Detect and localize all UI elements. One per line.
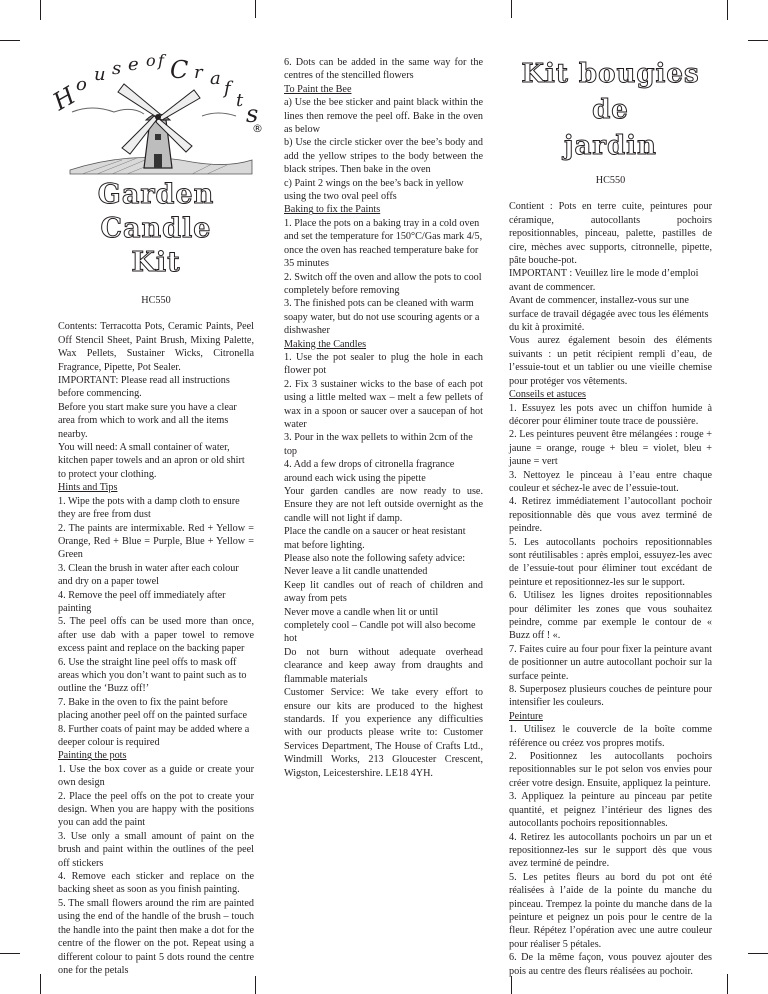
crop-mark [40,974,41,994]
painting-item: 1. Use the box cover as a guide or create your own design [58,763,254,789]
product-code: HC550 [595,175,626,186]
hint-item: 7. Bake in the oven to fix the paint before placing another peel off on the painted surface [58,696,248,722]
logo-letter: r [194,62,203,83]
logo-letter: C [170,56,189,84]
hint-item: 5. The peel offs can be used more than once, after use dab with a paper towel to remove excess paint and replace on the backing paper [58,616,254,655]
important-text: IMPORTANT : Veuillez lire le mode d’emploi avant de commencer. [509,268,699,293]
logo-letter: s [246,100,259,128]
important-text: IMPORTANT: Please read all instructions before commencing. [58,375,230,400]
crop-mark [727,0,728,20]
logo-letter: o [146,51,156,70]
tip-item: 2. Les peintures peuvent être mélangées : rouge + jaune = orange, rouge + bleu = violet, bleu + jaune = vert [509,429,712,468]
painting-item: 2. Place the peel offs on the pot to create your design. When you are happy with the positions you can add the paint [58,790,254,829]
logo-letter: f [224,78,231,99]
paint-item: 5. Les petites fleurs au bord du pot ont été réalisées à l’aide de la pointe du manche du pinceau. Trempez la pointe du manche dans de la peinture et peignez un pois pour le centre de la fleur. Répétez l’opération avec une autre couleur pour réaliser 5 pétales. [509,871,712,950]
hint-item: 1. Wipe the pots with a damp cloth to ensure they are free from dust [58,495,240,521]
paint-item: 1. Utilisez le couvercle de la boîte comme référence ou créez vos propres motifs. [509,724,712,749]
paint-heading: Peinture [509,710,543,722]
before-start-text: Avant de commencer, installez-vous sur une surface de travail dégagée avec tous les éléments du kit à proximité. [509,295,709,334]
logo-letter: u [94,64,106,85]
crop-mark [727,974,728,994]
crop-mark [255,0,256,18]
before-start-text: Before you start make sure you have a clear area from which to work and all the items nearby. [58,401,237,440]
bee-item: c) Paint 2 wings on the bee’s back in yellow using the two oval peel offs [284,177,464,203]
crop-mark [255,976,256,994]
candles-item: 4. Add a few drops of citronella fragrance around each wick using the pipette [284,459,455,484]
candles-item: 1. Use the pot sealer to plug the hole in each flower pot [284,351,483,377]
crop-mark [0,40,20,41]
bee-item: a) Use the bee sticker and paint black within the lines then remove the peel off. Bake in the oven as below [284,97,483,136]
hint-item: 2. The paints are intermixable. Red + Yellow = Orange, Red + Blue = Purple, Blue + Yellow = Green [58,522,254,561]
crop-mark [40,0,41,20]
safety-intro: Place the candle on a saucer or heat resistant mat before lighting. [284,526,466,551]
paint-item: 6. De la même façon, vous pouvez ajouter des pois au centre des fleurs réalisées au pochoir. [509,952,712,977]
logo-letter: f [158,51,164,70]
logo-letter: o [76,74,87,95]
crop-mark [511,0,512,18]
tip-item: 7. Faites cuire au four pour fixer la peinture avant de positionner un autre autocollant pochoir sur la surface peinte. [509,643,712,682]
english-title-line-1: Garden Candle [97,179,215,244]
safety-advice: Please also note the following safety advice: [284,553,466,565]
bee-heading: To Paint the Bee [284,83,352,95]
baking-heading: Baking to fix the Paints [284,204,381,216]
crop-mark [748,40,768,41]
english-title-line-2: Kit [131,247,181,278]
safety-item: Do not burn without adequate overhead clearance and keep away from draughts and flammable materials [284,646,483,685]
product-code: HC550 [141,295,171,306]
contents-text: Contents: Terracotta Pots, Ceramic Paints, Peel Off Stencil Sheet, Paint Brush, Mixing Palette, Wax Pellets, Sustainer Wicks, Citronella Fragrance, Pipette, Pot Sealer. [58,321,254,373]
tip-item: 4. Retirez immédiatement l’autocollant pochoir repositionnable dès que vous avez terminé de peindre. [509,496,712,535]
painting-item: 5. The small flowers around the rim are painted using the end of the handle of the brush – touch the handle into the paint then make a dot for the centre of the flower on the pot. Repeat using a different colour to paint 5 dots round the centre one for the petals [58,897,254,976]
baking-item: 3. The finished pots can be cleaned with warm soapy water, but do not use scouring agents or a dishwasher [284,298,480,337]
candles-heading: Making the Candles [284,338,367,350]
painting-item: 6. Dots can be added in the same way for the centres of the stencilled flowers [284,57,483,82]
registered-mark: ® [252,122,263,135]
hint-item: 6. Use the straight line peel offs to mask off areas which you don’t want to paint such as to outline the ‘Buzz off!’ [58,656,247,695]
paint-item: 4. Retirez les autocollants pochoirs un par un et repositionnez-les sur le support dès que vous avez terminé de peindre. [509,831,712,870]
paint-item: 3. Appliquez la peinture au pinceau par petite quantité, et peignez l’intérieur des lignes des autocollants pochoirs repositionnables. [509,791,712,830]
ready-text: Your garden candles are now ready to use. Ensure they are not left outside overnight as the candle will not light if damp. [284,486,483,524]
customer-service-text: Customer Service: We take every effort to ensure our kits are produced to the highest standards. If you experience any difficulties with our products please write to: Customer Services Department, The House of Crafts Ltd., Windmill Works, 213 Gloucester Crescent, Wigston, Leicestershire. LE18 4YH. [284,687,483,779]
candles-item: 2. Fix 3 sustainer wicks to the base of each pot using a little melted wax – melt a few pellets of wax in a spoon or saucer over a saucepan of hot water [284,378,483,430]
bee-item: b) Use the circle sticker over the bee’s body and add the yellow stripes to the body between the black stripes. Then bake in the oven [284,137,483,176]
french-column [509,56,712,978]
english-column-2 [284,56,483,780]
safety-item: Never move a candle when lit or until completely cool – Candle pot will also become hot [284,606,476,645]
logo-letter: e [128,54,139,75]
hint-item: 8. Further coats of paint may be added where a deeper colour is required [58,723,250,748]
crop-mark [511,976,512,994]
safety-item: Never leave a lit candle unattended [284,566,428,578]
painting-item: 3. Use only a small amount of paint on the brush and paint within the outlines of the peel off stickers [58,830,254,869]
english-title [58,178,254,280]
tip-item: 5. Les autocollants pochoirs repositionnables sont réutilisables : après emploi, essuyez-les avec de l’essuie-tout pour éliminer tout excédant de peinture et repositionnez-les sur le support. [509,536,712,588]
paint-item: 2. Positionnez les autocollants pochoirs repositionnables sur le pot selon vos envies pour créer votre design. Ensuite, appliquez la peinture. [509,751,712,789]
logo-letter: a [210,68,221,89]
baking-item: 2. Switch off the oven and allow the pots to cool completely before removing [284,271,482,296]
logo-letter: H [48,81,81,117]
hint-item: 3. Clean the brush in water after each colour and dry on a paper towel [58,562,239,588]
logo-letter: s [112,58,122,79]
crop-mark [0,953,20,954]
tips-heading: Conseils et astuces [509,389,586,401]
hint-item: 4. Remove the peel off immediately after painting [58,589,226,614]
you-need-text: Vous aurez également besoin des éléments suivants : un petit récipient rempli d’eau, de l’essuie-tout et un tablier ou une vieille chemise pour protéger vos vêtements. [509,335,712,387]
tip-item: 1. Essuyez les pots avec un chiffon humide à décorer pour éliminer toute trace de poussière. [509,402,712,427]
english-column-1 [58,178,254,977]
safety-item: Keep lit candles out of reach of children and away from pets [284,579,483,605]
french-title-line-2: jardin [564,131,657,161]
painting-item: 4. Remove each sticker and replace on the backing sheet as soon as you finish painting. [58,871,254,896]
tip-item: 3. Nettoyez le pinceau à l’eau entre chaque couleur et séchez-le avec de l’essuie-tout. [509,469,712,494]
french-title-line-1: Kit bougies de [521,59,700,125]
hints-heading: Hints and Tips [58,482,118,494]
logo-letter: t [236,90,244,111]
candles-item: 3. Pour in the wax pellets to within 2cm of the top [284,432,473,457]
baking-item: 1. Place the pots on a baking tray in a cold oven and set the temperature for 150°C/Gas mark 4/5, once the oven has reached temperature bake for 35 minutes [284,217,483,270]
tip-item: 8. Superposez plusieurs couches de peinture pour intensifier les couleurs. [509,684,712,709]
tip-item: 6. Utilisez les lignes droites repositionnables pour délimiter les zones que vous souhaitez peindre, comme par exemple le contour de « Buzz off ! «. [509,590,712,642]
you-need-text: You will need: A small container of water, kitchen paper towels and an apron or old shirt to protect your clothing. [58,442,245,480]
crop-mark [748,953,768,954]
painting-heading: Painting the pots [58,750,127,762]
french-title [509,56,712,164]
contents-text: Contient : Pots en terre cuite, peintures pour céramique, autocollants pochoirs repositionnables, pinceau, palette, pastilles de cire, mèches avec supports, citronnelle, pipette, pâte bouche-pot. [509,201,712,267]
